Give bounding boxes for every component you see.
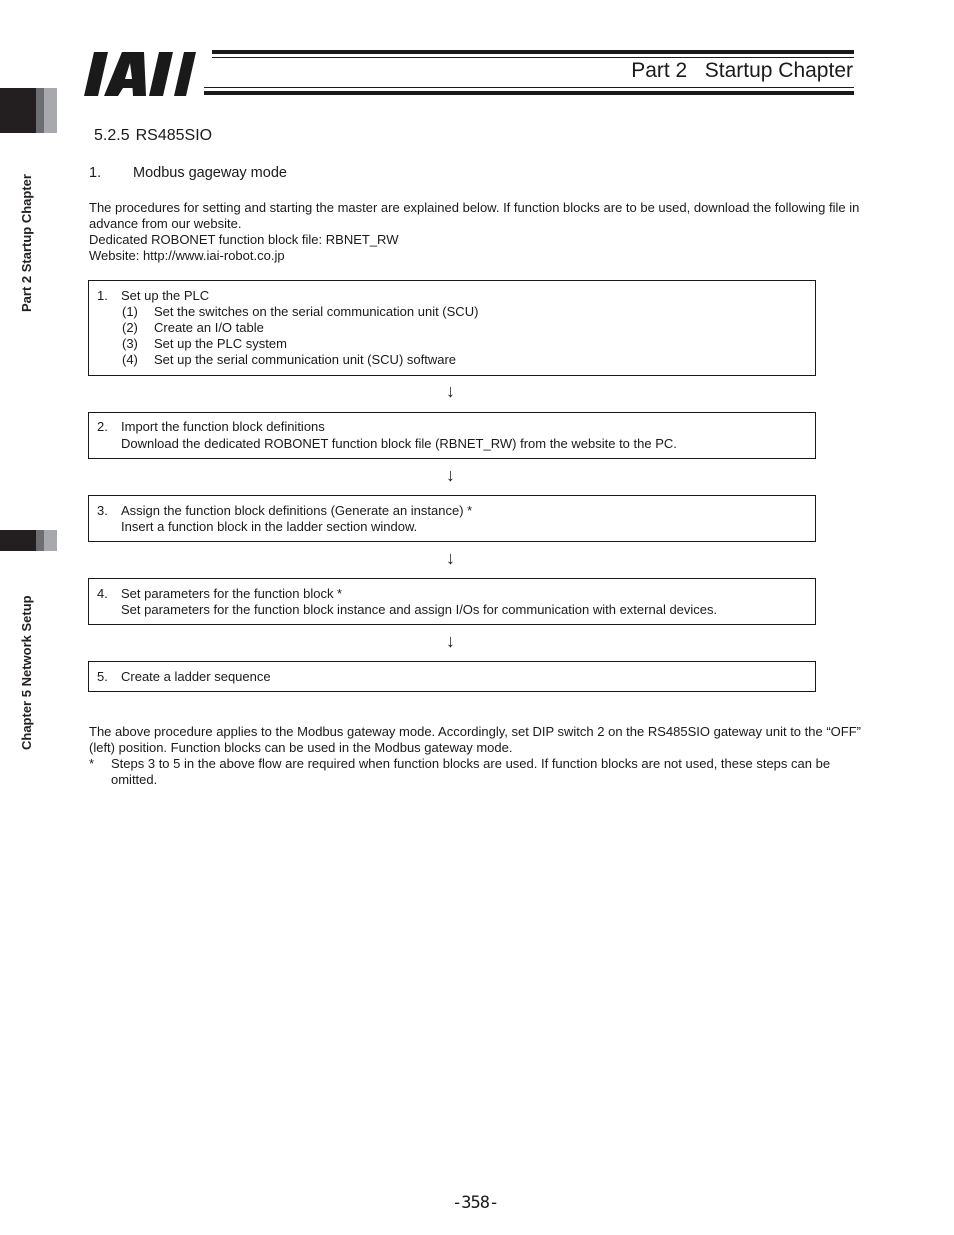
step-number: 5. <box>97 669 108 684</box>
header-rule-top <box>212 50 854 54</box>
flow-arrow: ↓ <box>446 631 455 651</box>
step-box-4 <box>88 578 816 625</box>
step-number: 3. <box>97 503 108 518</box>
flow-arrow: ↓ <box>446 548 455 568</box>
subsection-number: 1. <box>89 165 102 181</box>
flow-arrow: ↓ <box>446 465 455 485</box>
side-tab-part <box>0 88 57 133</box>
page-number: -358- <box>452 1193 499 1213</box>
step-detail: Set parameters for the function block instance and assign I/Os for communication with external devices. <box>121 602 718 617</box>
intro-line: Dedicated ROBONET function block file: RBNET_RW <box>89 232 399 247</box>
side-label-part: Part 2 Startup Chapter <box>19 174 34 312</box>
footnote-mark: * <box>89 756 95 771</box>
substep-text: Set up the serial communication unit (SCU) software <box>154 352 457 367</box>
outro-paragraph: The above procedure applies to the Modbus gateway mode. Accordingly, set DIP switch 2 on the RS485SIO gateway unit to the “OFF” (left) position. Function blocks can be used in the Modbus gateway mode. <box>89 724 861 755</box>
substep-number: (3) <box>122 336 138 351</box>
substep-text: Create an I/O table <box>154 320 264 335</box>
step-title: Create a ladder sequence <box>121 669 271 684</box>
substep-number: (4) <box>122 352 138 367</box>
intro-line: Website: http://www.iai-robot.co.jp <box>89 248 285 263</box>
step-title: Set parameters for the function block * <box>121 586 343 601</box>
flow-arrow: ↓ <box>446 381 455 401</box>
step-detail: Download the dedicated ROBONET function block file (RBNET_RW) from the website to the PC. <box>121 436 677 451</box>
header-rule-bottom <box>204 91 854 95</box>
substep-number: (2) <box>122 320 138 335</box>
substep-number: (1) <box>122 304 138 319</box>
substep-text: Set the switches on the serial communication unit (SCU) <box>154 304 479 319</box>
footnote-text: Steps 3 to 5 in the above flow are required when function blocks are used. If function blocks are not used, these steps can be omitted. <box>111 756 831 787</box>
step-number: 1. <box>97 288 108 303</box>
section-title: RS485SIO <box>135 127 213 144</box>
header-rule-bottom-thin <box>204 87 854 88</box>
step-title: Set up the PLC <box>121 288 210 303</box>
side-tab-chapter <box>0 530 57 551</box>
step-box-3 <box>88 495 816 542</box>
step-detail: Insert a function block in the ladder section window. <box>121 519 418 534</box>
side-label-chapter: Chapter 5 Network Setup <box>19 595 34 750</box>
section-number: 5.2.5 <box>94 127 130 144</box>
iai-logo <box>84 50 204 98</box>
section-heading <box>94 127 212 145</box>
intro-line: The procedures for setting and starting the master are explained below. If function blocks are to be used, download the following file in advance from our website. <box>89 200 860 231</box>
substep-text: Set up the PLC system <box>154 336 287 351</box>
step-title: Import the function block definitions <box>121 419 325 434</box>
step-box-1 <box>88 280 816 376</box>
step-number: 2. <box>97 419 108 434</box>
subsection-heading <box>89 165 287 181</box>
step-box-5 <box>88 661 816 692</box>
step-title: Assign the function block definitions (Generate an instance) * <box>121 503 473 518</box>
intro-text <box>89 200 869 264</box>
subsection-title: Modbus gageway mode <box>133 165 287 181</box>
footnote <box>89 756 869 788</box>
step-number: 4. <box>97 586 108 601</box>
outro-text <box>89 724 869 788</box>
step-box-2 <box>88 412 816 459</box>
header-rule-top-thin <box>212 57 854 58</box>
header-title: Part 2 Startup Chapter <box>631 59 853 82</box>
